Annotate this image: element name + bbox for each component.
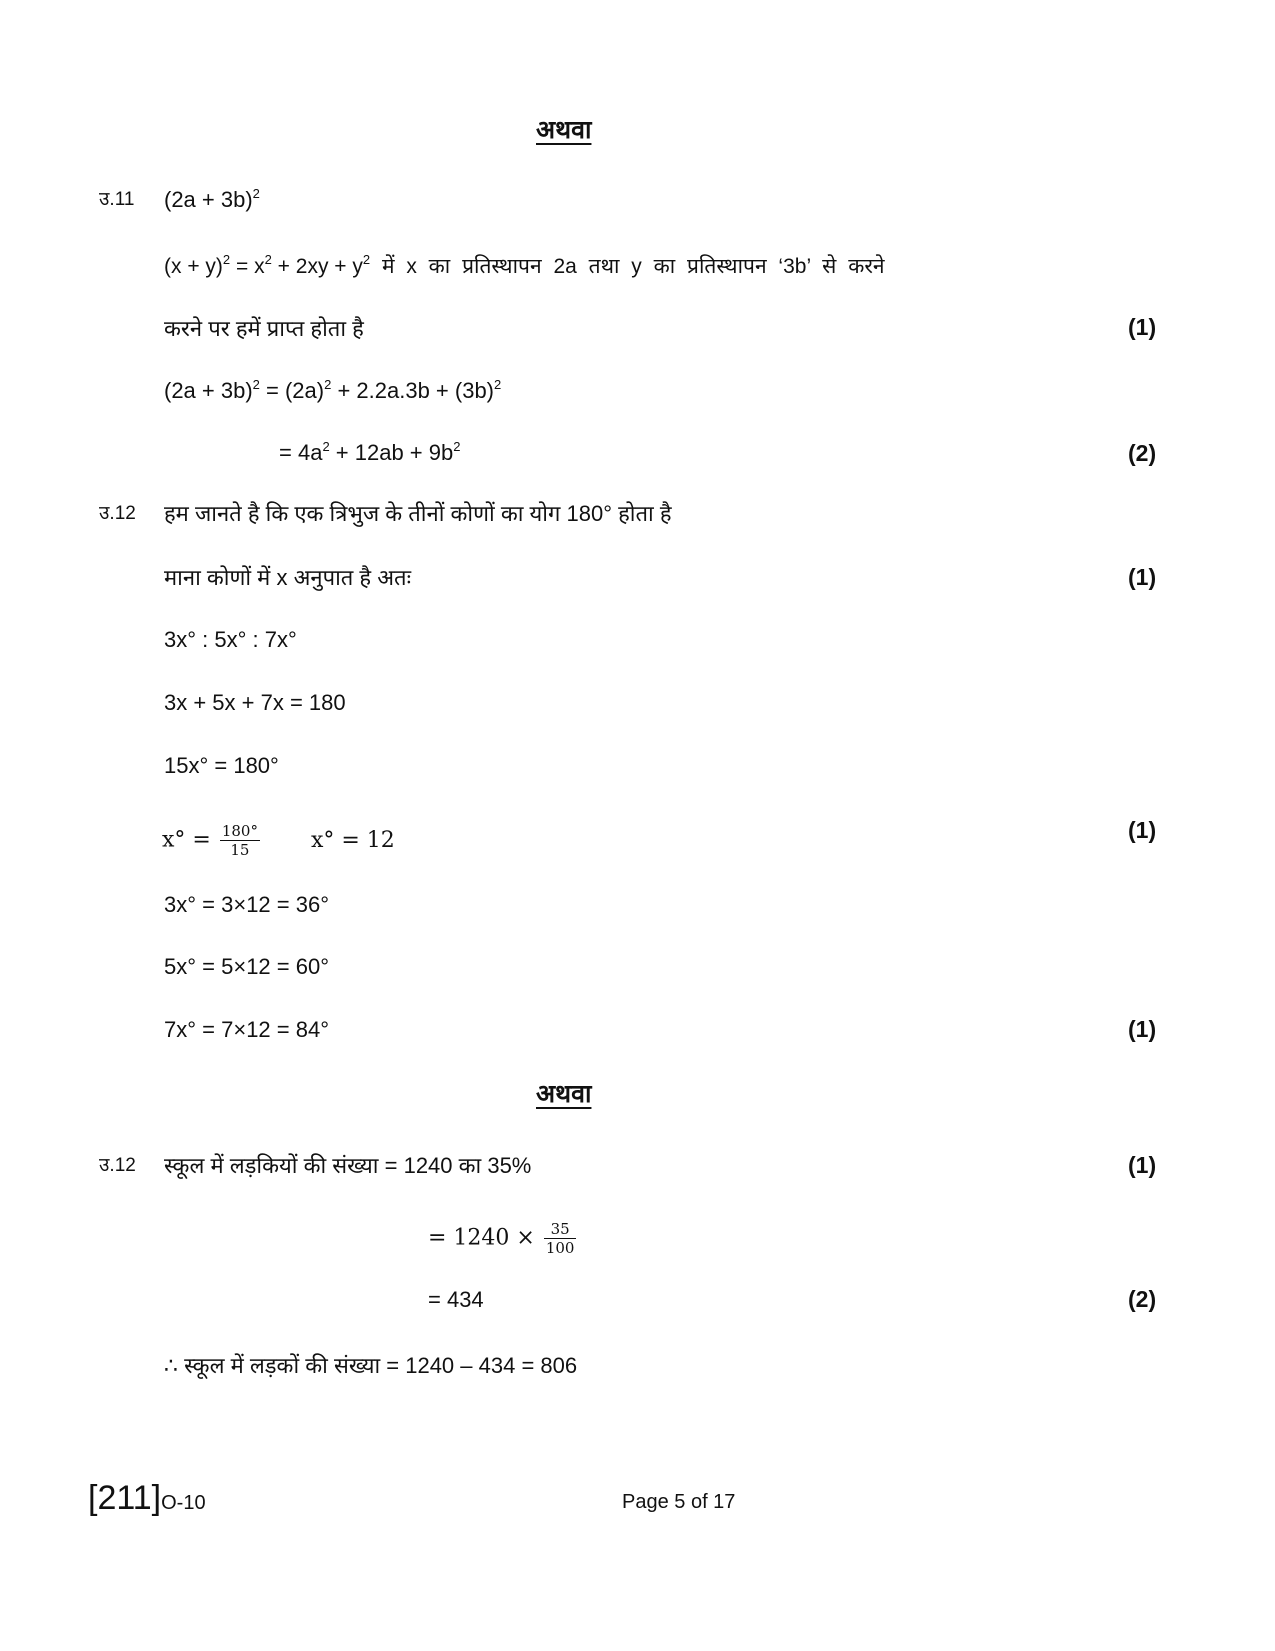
fraction: $\frac{180^\circ}{15}$ (221, 822, 258, 859)
marks: (2) (1128, 1286, 1157, 1312)
question-number: उ.11 (99, 189, 135, 210)
answer-line: 15x° = 180° (164, 753, 279, 778)
answer-line: = $4a^2 + 12ab + 9b^2$ (279, 439, 461, 465)
marks: (1) (1128, 817, 1157, 843)
answer-line: 3x° = 3×12 = 36° (164, 892, 329, 917)
fraction: $\frac{35}{100}$ (545, 1220, 575, 1257)
question-number: उ.12 (99, 503, 136, 524)
answer-line: $(2a + 3b)^2$ (164, 186, 260, 212)
answer-line: माना कोणों में x अनुपात है अतः (164, 565, 412, 590)
page-number: Page 5 of 17 (622, 1491, 736, 1513)
answer-line: $(2a + 3b)^2 = (2a)^2 + 2.2a.3b + (3b)^2$ (164, 377, 502, 403)
paper-code: [211]O-10 (88, 1479, 206, 1517)
answer-line: 7x° = 7×12 = 84° (164, 1017, 329, 1042)
fraction-line: x° = $\frac{180^\circ}{15}$ x° = 12 (162, 822, 395, 859)
answer-line: हम जानते है कि एक त्रिभुज के तीनों कोणों का योग 180° होता है (164, 501, 672, 526)
answer-line: = 434 (428, 1287, 484, 1312)
marks: (1) (1128, 1152, 1157, 1178)
answer-line: ∴ स्कूल में लड़कों की संख्या = 1240 – 434 = 806 (164, 1353, 578, 1378)
marks: (2) (1128, 440, 1157, 466)
question-number: उ.12 (99, 1155, 136, 1176)
answer-line: 5x° = 5×12 = 60° (164, 954, 329, 979)
fraction-line: = 1240 × $\frac{35}{100}$ (428, 1220, 575, 1257)
answer-line: $(x + y)^2 = x^2 + 2xy + y^2$ में x का प्रतिस्थापन 2a तथा y का प्रतिस्थापन ‘3b’ से करने (164, 252, 885, 278)
marks: (1) (1128, 314, 1157, 340)
answer-line: 3x + 5x + 7x = 180 (164, 690, 346, 715)
or-heading: अथवा (536, 1080, 592, 1108)
marks: (1) (1128, 1016, 1157, 1042)
or-heading: अथवा (536, 116, 592, 144)
answer-line: स्कूल में लड़कियों की संख्या = 1240 का 35% (164, 1153, 532, 1178)
answer-line: करने पर हमें प्राप्त होता है (164, 316, 364, 341)
answer-line: 3x° : 5x° : 7x° (164, 627, 297, 652)
marks: (1) (1128, 564, 1157, 590)
